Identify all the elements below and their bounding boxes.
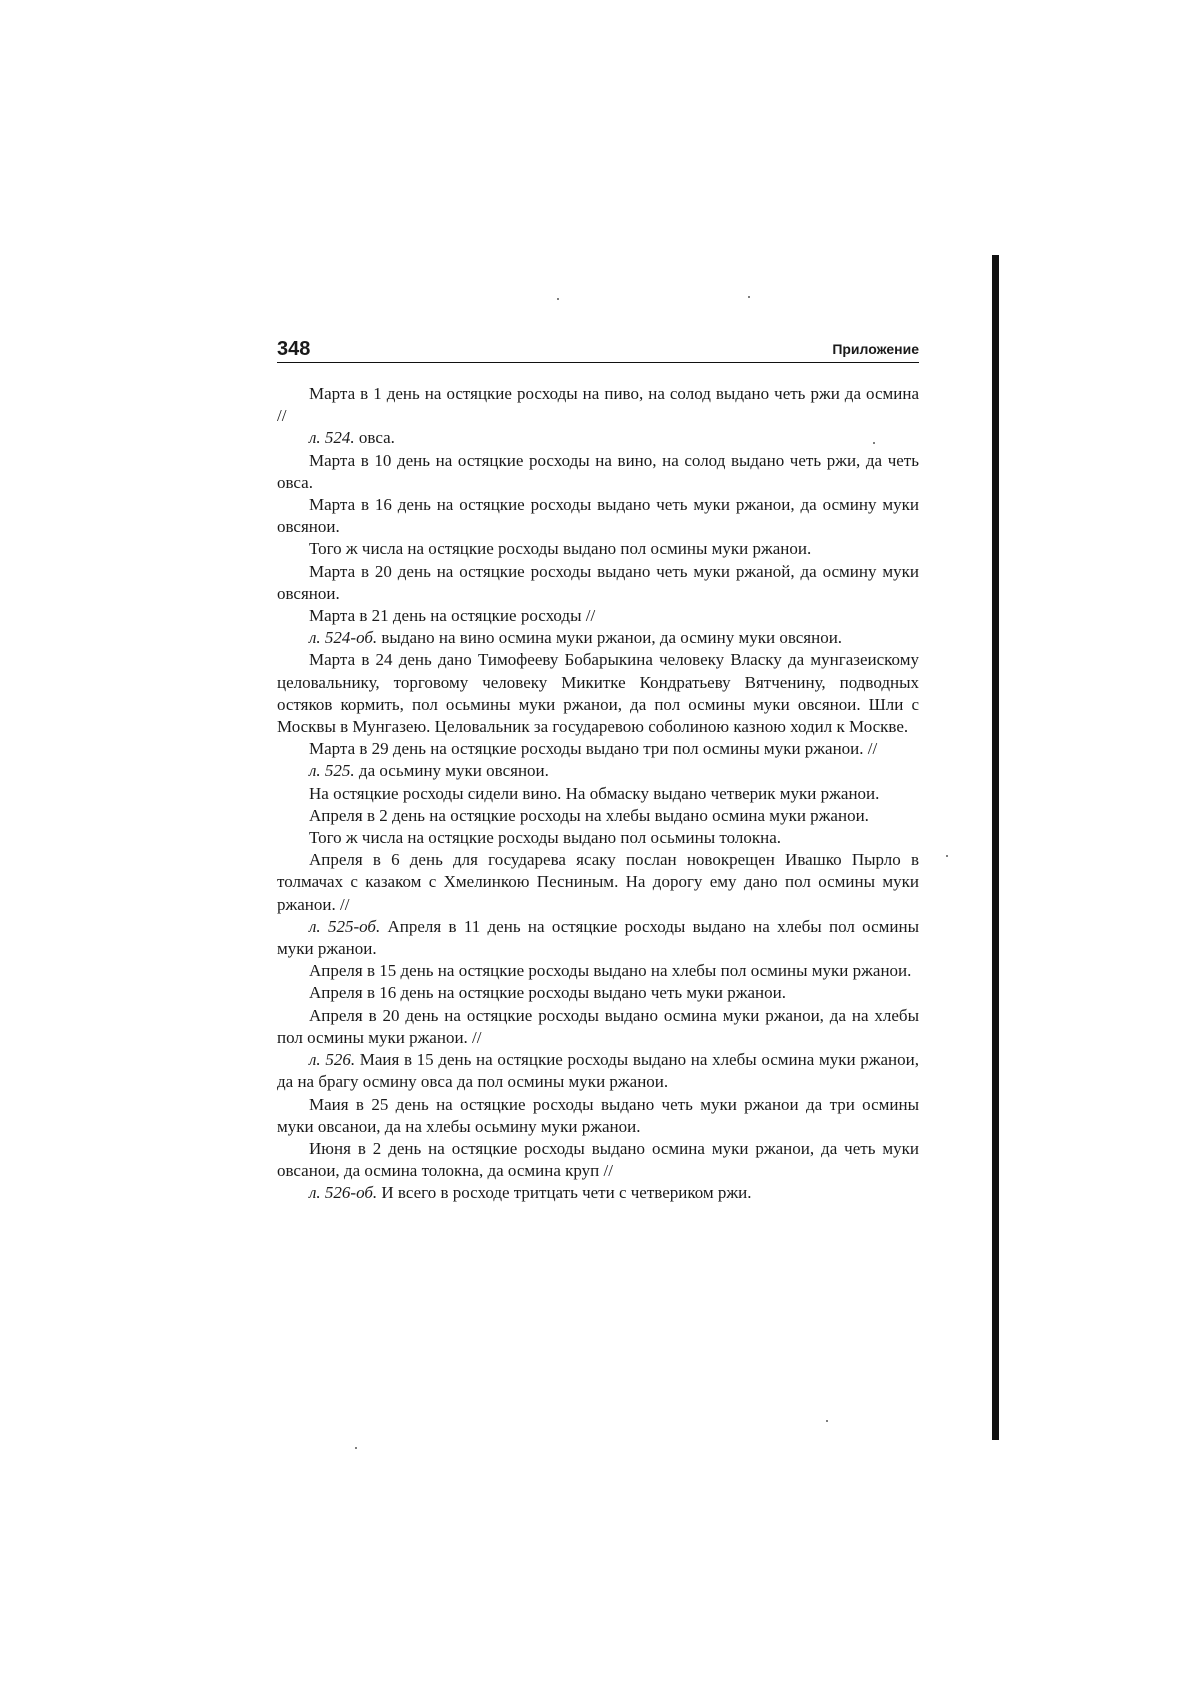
scan-speck (748, 296, 750, 298)
paragraph-text: Того ж числа на остяцкие росходы выдано пол осьмины толокна. (309, 828, 781, 848)
scan-speck (946, 855, 948, 857)
paragraph-text: Марта в 29 день на остяцкие росходы выдано три пол осмины муки ржанои. // (309, 739, 878, 759)
paragraph (277, 1138, 919, 1182)
paragraph (277, 538, 919, 560)
scan-speck (826, 1420, 828, 1422)
paragraph-text: овса. (354, 428, 395, 448)
paragraph (277, 827, 919, 849)
paragraph-text: Апреля в 15 день на остяцкие росходы выдано на хлебы пол осмины муки ржанои. (309, 961, 912, 981)
paragraph (277, 1094, 919, 1138)
paragraph-text: Марта в 21 день на остяцкие росходы // (309, 606, 596, 626)
scan-edge-shadow (992, 255, 999, 1440)
page-header (277, 336, 919, 363)
paragraph (277, 982, 919, 1004)
page-number: 348 (277, 338, 311, 360)
paragraph (277, 738, 919, 760)
paragraph-text: Июня в 2 день на остяцкие росходы выдано осмина муки ржанои, да четь муки овсанои, да осмина толокна, да осмина круп // (277, 1138, 919, 1181)
folio-reference: л. 526. (309, 1050, 356, 1070)
paragraph (277, 561, 919, 605)
paragraph (277, 849, 919, 916)
paragraph-text: Маия в 25 день на остяцкие росходы выдано четь муки ржанои да три осмины муки овсанои, да на хлебы осьмину муки ржанои. (277, 1094, 919, 1136)
paragraph (277, 783, 919, 805)
paragraph (277, 1182, 919, 1204)
paragraph-text: Марта в 16 день на остяцкие росходы выдано четь муки ржанои, да осмину муки овсянои. (277, 495, 919, 537)
paragraph-text: выдано на вино осмина муки ржанои, да осмину муки овсянои. (377, 628, 843, 648)
paragraph-text: Марта в 24 день дано Тимофееву Бобарыкина человеку Власку да мунгазеискому целовальнику, торговому человеку Микитке Кондратьеву Вятченину, подводных остяков кормить, пол осьмины муки ржанои, да пол осмины муки овсянои. Шли с Москвы в Мунгазею. Целовальник за государевою соболиною казною ходил к Москве. (277, 650, 919, 737)
paragraph-text: На остяцкие росходы сидели вино. На обмаску выдано четверик муки ржанои. (309, 783, 880, 803)
folio-reference: л. 524-об. (309, 628, 378, 648)
paragraph (277, 427, 919, 449)
paragraph (277, 960, 919, 982)
running-title: Приложение (832, 341, 919, 357)
paragraph-text: Того ж числа на остяцкие росходы выдано пол осмины муки ржанои. (309, 539, 812, 559)
paragraph-text: Апреля в 11 день на остяцкие росходы выдано на хлебы пол осмины муки ржанои. (277, 916, 919, 959)
paragraph (277, 760, 919, 782)
paragraph (277, 805, 919, 827)
paragraph (277, 627, 919, 649)
paragraph (277, 916, 919, 960)
paragraph (277, 1049, 919, 1093)
scan-speck (355, 1447, 357, 1449)
paragraph (277, 649, 919, 738)
paragraph-text: Апреля в 6 день для государева ясаку послан новокрещен Ивашко Пырло в толмачах с казаком с Хмелинкою Песниным. На дорогу ему дано пол осмины муки ржанои. // (277, 850, 919, 914)
paragraph-text: Апреля в 16 день на остяцкие росходы выдано четь муки ржанои. (309, 983, 786, 1003)
scan-speck (557, 298, 559, 300)
body-text (277, 383, 919, 1205)
folio-reference: л. 524. (309, 428, 355, 448)
folio-reference: л. 525. (309, 761, 355, 781)
paragraph (277, 494, 919, 538)
folio-reference: л. 526-об. (309, 1183, 378, 1203)
paragraph (277, 1005, 919, 1049)
paragraph-text: Апреля в 20 день на остяцкие росходы выдано осмина муки ржанои, да на хлебы пол осмины муки ржанои. // (277, 1005, 919, 1047)
folio-reference: л. 525-об. (309, 916, 381, 936)
paragraph (277, 605, 919, 627)
paragraph-text: да осьмину муки овсянои. (354, 761, 549, 781)
paragraph-text: Марта в 1 день на остяцкие росходы на пиво, на солод выдано четь ржи да осмина // (277, 384, 919, 426)
paragraph-text: Маия в 15 день на остяцкие росходы выдано на хлебы осмина муки ржанои, да на брагу осмину овса да пол осмины муки ржанои. (277, 1050, 919, 1092)
paragraph-text: Марта в 20 день на остяцкие росходы выдано четь муки ржаной, да осмину муки овсянои. (277, 561, 919, 603)
paragraph-text: И всего в росходе тритцать чети с четвериком ржи. (377, 1183, 752, 1203)
paragraph (277, 383, 919, 427)
paragraph-text: Апреля в 2 день на остяцкие росходы на хлебы выдано осмина муки ржанои. (309, 805, 869, 825)
paragraph-text: Марта в 10 день на остяцкие росходы на вино, на солод выдано четь ржи, да четь овса. (277, 450, 919, 492)
scan-speck (873, 442, 875, 444)
paragraph (277, 450, 919, 494)
